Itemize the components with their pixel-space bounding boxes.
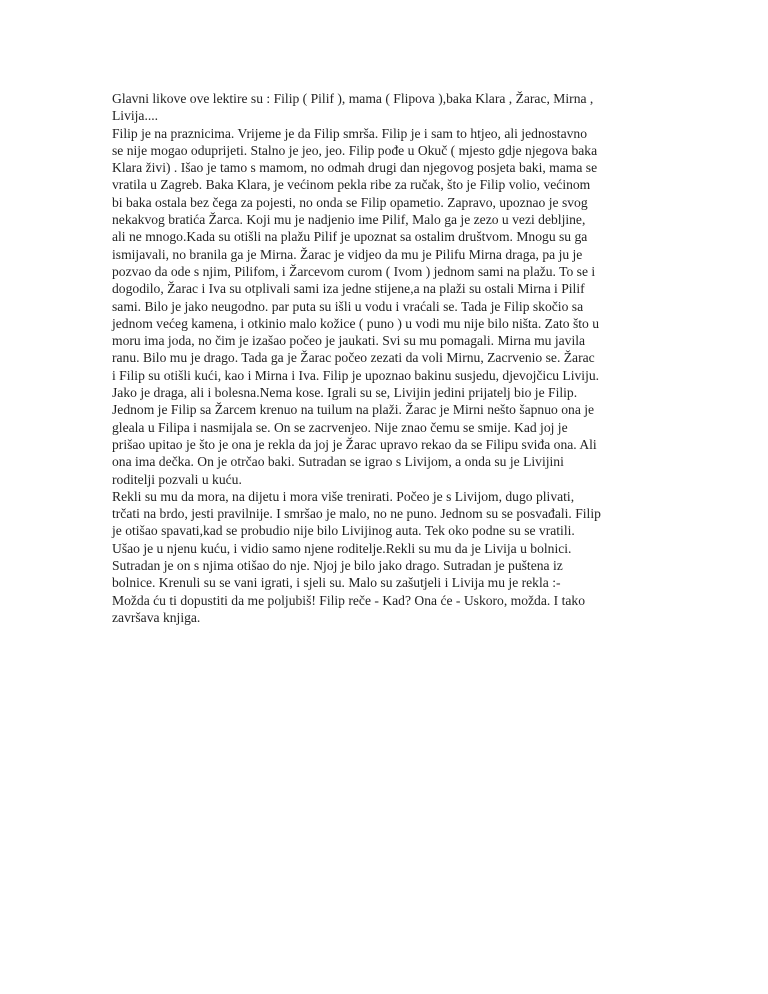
text-line: Jako je draga, ali i bolesna.Nema kose. Igrali su se, Livijin jedini prijatelj bio je Filip.	[112, 385, 578, 401]
text-line: je otišao spavati,kad se probudio nije bilo Livijinog auta. Tek oko podne su se vratili.	[112, 523, 575, 539]
text-line: Rekli su mu da mora, na dijetu i mora više trenirati. Počeo je s Livijom, dugo plivati,	[112, 488, 575, 504]
text-line: Glavni likove ove lektire su : Filip ( Pilif ), mama ( Flipova ),baka Klara , Žarac, Mirna ,	[112, 91, 594, 106]
text-line: Ušao je u njenu kuću, i vidio samo njene roditelje.Rekli su mu da je Livija u bolnici.	[112, 540, 572, 556]
text-line: jednom većeg kamena, i otkinio malo kožice ( puno ) u vodi mu nije bilo ništa. Zato što u	[112, 315, 600, 331]
text-line: Sutradan je on s njima otišao do nje. Njoj je bilo jako drago. Sutradan je puštena iz	[112, 558, 563, 574]
text-line: Jednom je Filip sa Žarcem krenuo na tuilum na plaži. Žarac je Mirni nešto šapnuo ona je	[112, 402, 595, 418]
text-line: gleala u Filipa i nasmijala se. On se zacrvenjeo. Nije znao čemu se smije. Kad joj je	[112, 419, 568, 435]
text-line: i Filip su otišli kući, kao i Mirna i Iva. Filip je upoznao bakinu susjedu, djevojčicu Liviju.	[112, 367, 600, 383]
text-line: ali ne mnogo.Kada su otišli na plažu Pilif je upoznat sa ostalim društvom. Mnogu su ga	[112, 229, 588, 245]
text-line: ona ima dečka. On je otrčao baki. Sutradan se igrao s Livijom, a onda su je Livijini	[112, 454, 564, 470]
text-line: Filip je na praznicima. Vrijeme je da Filip smrša. Filip je i sam to htjeo, ali jednostavno	[112, 125, 588, 141]
text-line: sami. Bilo je jako neugodno. par puta su išli u vodu i vraćali se. Tada je Filip skočio sa	[112, 298, 584, 314]
text-line: Livija....	[112, 108, 159, 124]
text-line: se nije mogao oduprijeti. Stalno je jeo, jeo. Filip pođe u Okuč ( mjesto gdje njegova baka	[112, 142, 598, 158]
text-line: Klara živi) . Išao je tamo s mamom, no odmah drugi dan njegovog posjeta baki, mama se	[112, 160, 598, 176]
text-line: završava knjiga.	[112, 609, 201, 625]
text-line: bolnice. Krenuli su se vani igrati, i sjeli su. Malo su zašutjeli i Livija mu je rekla :-	[112, 575, 561, 591]
text-line: nekakvog bratića Žarca. Koji mu je nadjenio ime Pilif, Malo ga je zezo u vezi debljine,	[112, 212, 586, 228]
text-line: dogodilo, Žarac i Iva su otplivali sami iza jedne stijene,a na plaži su ostali Mirna i Pilif	[112, 281, 585, 297]
text-line: prišao upitao je što je ona je rekla da joj je Žarac upravo rekao da se Filipu sviđa ona. Ali	[112, 436, 597, 452]
text-line: moru ima joda, no čim je izašao počeo je jaukati. Svi su mu pomagali. Mirna mu javila	[112, 333, 586, 349]
document-text	[112, 90, 660, 626]
text-line: ismijavali, no branila ga je Mirna. Žarac je vidjeo da mu je Pilifu Mirna draga, pa ju je	[112, 246, 583, 262]
text-line: vratila u Zagreb. Baka Klara, je većinom pekla ribe za ručak, što je Filip volio, većinom	[112, 177, 591, 193]
text-line: Možda ću ti dopustiti da me poljubiš! Filip reče - Kad? Ona će - Uskoro, možda. I tako	[112, 592, 586, 608]
text-line: pozvao da ode s njim, Pilifom, i Žarcevom curom ( Ivom ) jednom sami na plažu. To se i	[112, 263, 596, 279]
text-line: bi baka ostala bez čega za pojesti, no onda se Filip opametio. Zapravo, upoznao je svog	[112, 194, 588, 210]
text-line: trčati na brdo, jesti pravilnije. I smršao je malo, no ne puno. Jednom su se posvađali. Filip	[112, 506, 601, 522]
text-line: roditelji pozvali u kuću.	[112, 471, 242, 487]
text-line: ranu. Bilo mu je drago. Tada ga je Žarac počeo zezati da voli Mirnu, Zacrvenio se. Žarac	[112, 350, 595, 366]
